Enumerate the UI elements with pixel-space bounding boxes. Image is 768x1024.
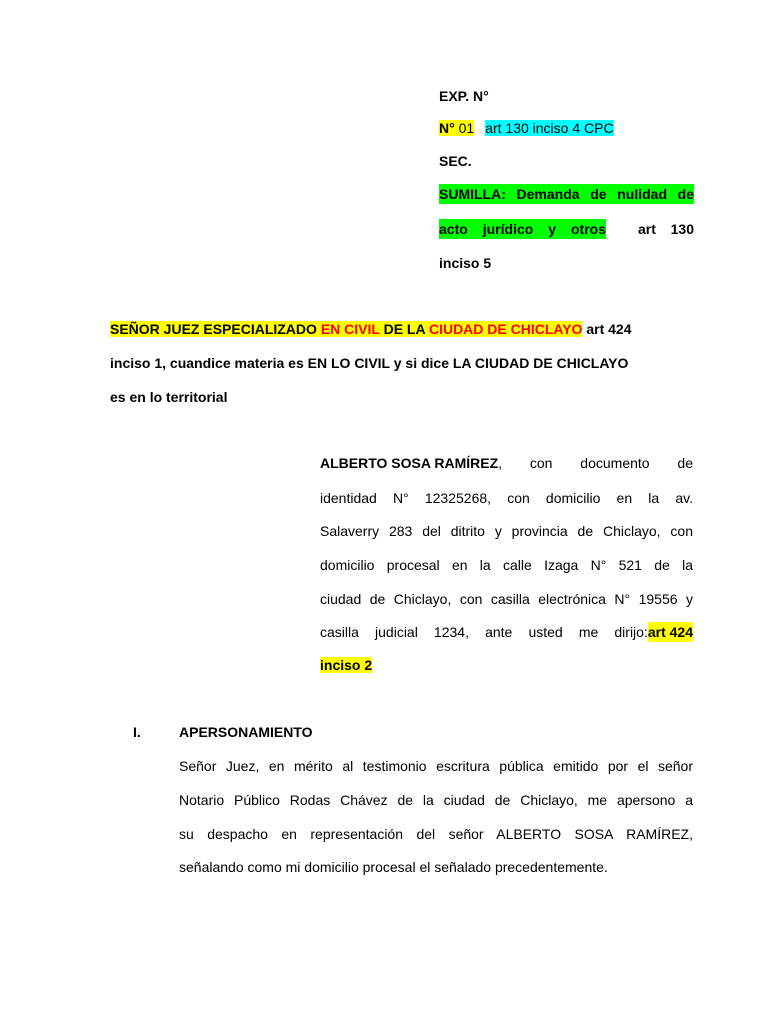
plaintiff-line-3: Salaverry 283 del ditrito y provincia de Chiclayo, con bbox=[320, 523, 693, 539]
plaintiff-line-5: ciudad de Chiclayo, con casilla electrónica N° 19556 y bbox=[320, 591, 693, 607]
addressee-line-3: es en lo territorial bbox=[110, 389, 228, 405]
addressee-part-1: SEÑOR JUEZ ESPECIALIZADO bbox=[110, 321, 321, 337]
addressee-line-2: inciso 1, cuandice materia es EN LO CIVIL y si dice LA CIUDAD DE CHICLAYO bbox=[110, 355, 629, 371]
addressee-highlight bbox=[110, 321, 582, 337]
inciso-5: inciso 5 bbox=[439, 255, 492, 271]
plaintiff-text-6: casilla judicial 1234, ante usted me dirijo: bbox=[320, 624, 648, 640]
plaintiff-line-1 bbox=[320, 453, 693, 473]
section-line-4: señalando como mi domicilio procesal el señalado precedentemente. bbox=[179, 859, 608, 875]
plaintiff-art-424: art 424 bbox=[647, 624, 693, 640]
plaintiff-text-1: , con documento de bbox=[498, 455, 693, 471]
sumilla-line-1 bbox=[439, 184, 694, 204]
addressee-part-3: DE LA bbox=[379, 321, 429, 337]
plaintiff-inciso-2: inciso 2 bbox=[320, 657, 373, 673]
exp-number bbox=[439, 86, 489, 106]
case-number bbox=[439, 120, 474, 136]
plaintiff-line-7 bbox=[320, 655, 372, 675]
art-130-number: 130 bbox=[670, 221, 694, 237]
sec-label: SEC. bbox=[439, 153, 472, 169]
plaintiff-name: ALBERTO SOSA RAMÍREZ bbox=[320, 455, 499, 471]
addressee-art-424: art 424 bbox=[582, 321, 632, 337]
n-value: 01 bbox=[454, 120, 475, 136]
art-130-label: art bbox=[638, 221, 656, 237]
addressee-ciudad: CIUDAD DE CHICLAYO bbox=[428, 321, 583, 337]
section-line-2: Notario Público Rodas Chávez de la ciudad de Chiclayo, me apersono a bbox=[179, 792, 693, 808]
sumilla-line-2 bbox=[439, 219, 694, 239]
n-label: N° bbox=[439, 120, 455, 136]
art-130-inciso-4-note: art 130 inciso 4 CPC bbox=[485, 120, 614, 136]
sumilla-text-2: acto jurídico y otros bbox=[439, 221, 606, 237]
section-line-3: su despacho en representación del señor ALBERTO SOSA RAMÍREZ, bbox=[179, 826, 693, 842]
sumilla-text-1: : Demanda de nulidad de bbox=[501, 186, 694, 202]
exp-label: EXP. N° bbox=[439, 88, 489, 104]
section-line-1: Señor Juez, en mérito al testimonio escritura pública emitido por el señor bbox=[179, 758, 693, 774]
art-130-ref bbox=[638, 219, 694, 239]
addressee-en-civil: EN CIVIL bbox=[320, 321, 380, 337]
plaintiff-line-6 bbox=[320, 622, 693, 642]
case-number-line bbox=[439, 118, 614, 138]
section-title: APERSONAMIENTO bbox=[179, 724, 313, 740]
section-number: I. bbox=[133, 724, 141, 740]
plaintiff-line-4: domicilio procesal en la calle Izaga N° 521 de la bbox=[320, 557, 693, 573]
plaintiff-line-2: identidad N° 12325268, con domicilio en la av. bbox=[320, 490, 693, 506]
addressee-line-1 bbox=[110, 319, 632, 339]
sumilla-label: SUMILLA bbox=[439, 186, 502, 202]
